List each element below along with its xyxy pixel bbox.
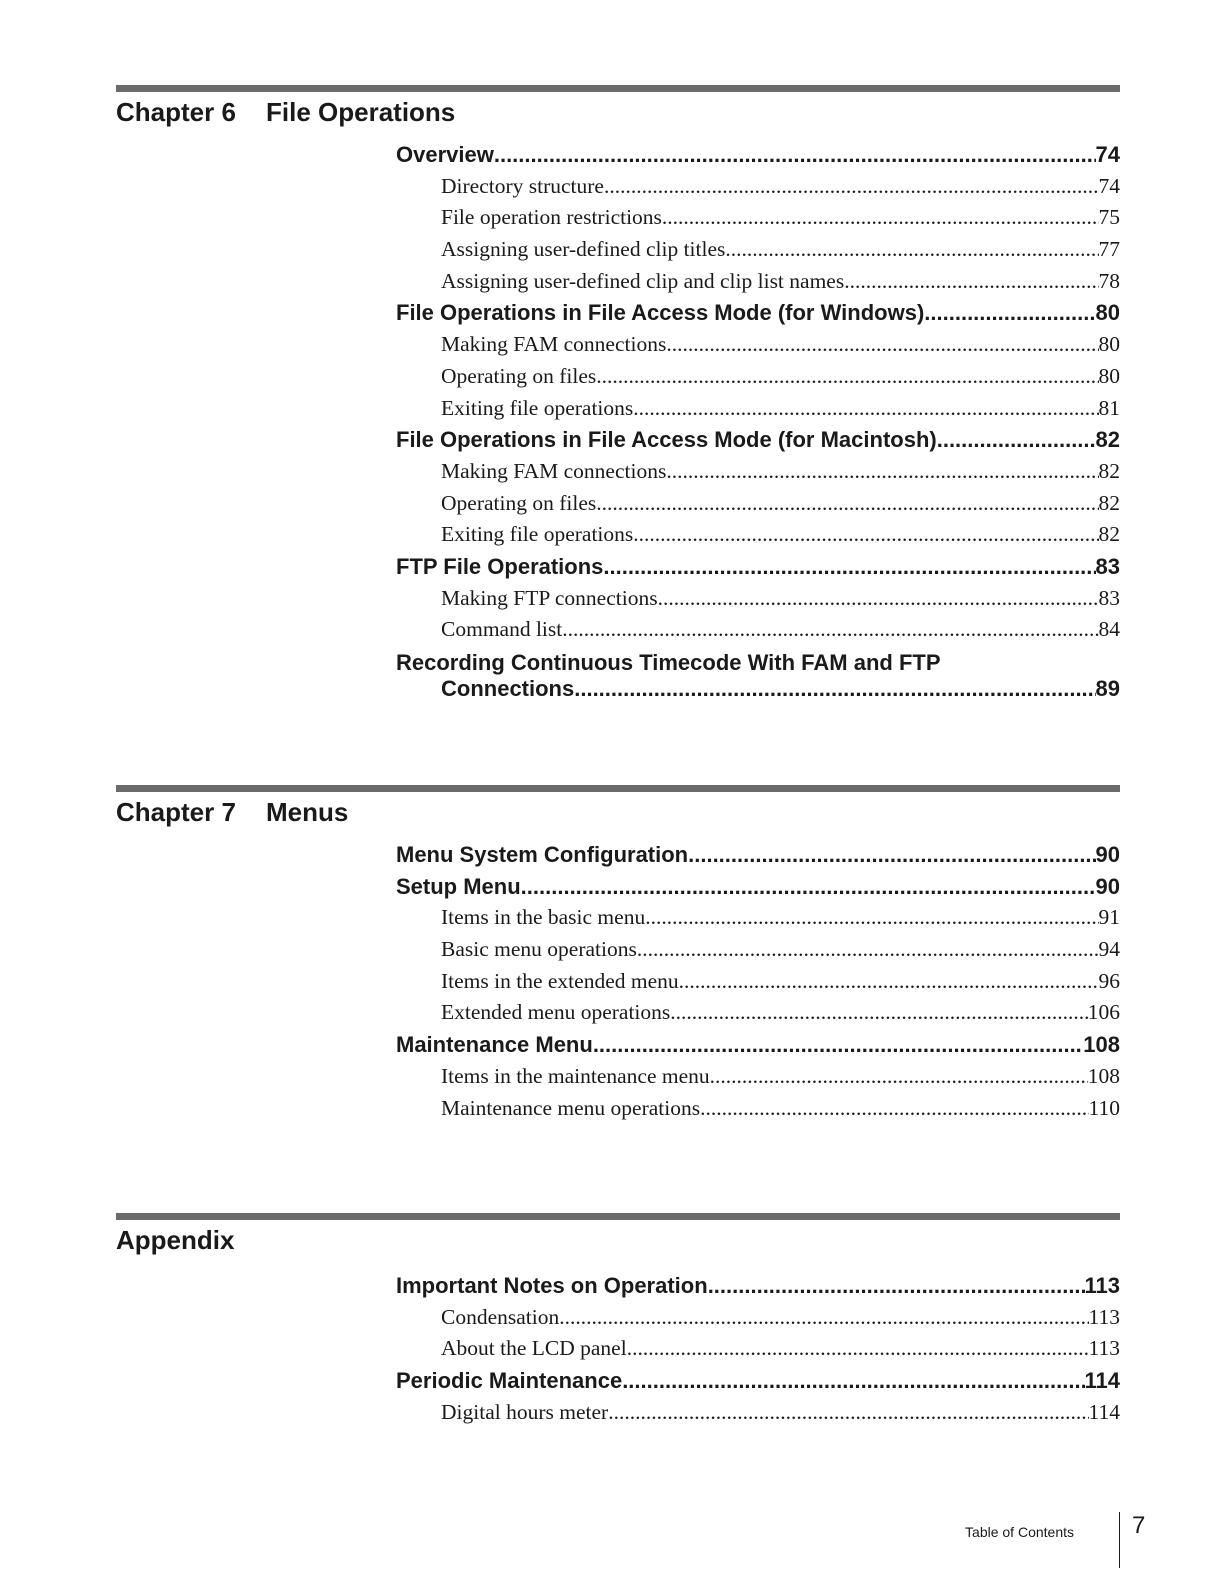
toc-entry-page: 82 <box>1098 458 1120 483</box>
toc-entry-page: 108 <box>1083 1032 1120 1058</box>
toc-subentry[interactable] <box>396 1400 1120 1432</box>
leader-dots <box>596 491 1098 516</box>
toc-entry-label: Basic menu operations <box>441 937 637 962</box>
toc-entry-page: 74 <box>1095 142 1120 167</box>
toc-entry-label: Items in the basic menu <box>441 905 646 930</box>
toc-entry-label: FTP File Operations <box>396 553 604 579</box>
toc-entry-page: 114 <box>1084 1368 1120 1394</box>
toc-subentry[interactable] <box>396 174 1120 206</box>
toc-entry-page: 106 <box>1087 1000 1120 1025</box>
toc-entry-page: 113 <box>1088 1304 1120 1329</box>
leader-dots <box>658 586 1099 611</box>
toc-entry-page: 82 <box>1098 490 1120 515</box>
toc-subentry[interactable] <box>396 586 1120 618</box>
appendix-toc <box>396 1273 1120 1431</box>
toc-entry-label: Maintenance Menu <box>396 1032 593 1058</box>
toc-entry-page: 80 <box>1098 332 1120 357</box>
leader-dots <box>679 969 1099 994</box>
toc-entry-multiline[interactable] <box>396 649 1120 706</box>
toc-entry-label: Making FAM connections <box>441 458 667 483</box>
toc-subentry[interactable] <box>396 396 1120 428</box>
toc-entry-label-line1: Recording Continuous Timecode With FAM and FTP <box>396 650 941 675</box>
toc-entry-label: Operating on files <box>441 363 597 388</box>
leader-dots <box>637 937 1099 962</box>
toc-entry-label: Making FTP connections <box>441 585 658 610</box>
toc-entry[interactable] <box>396 554 1120 586</box>
leader-dots <box>559 1305 1088 1330</box>
toc-entry-label: File operation restrictions <box>441 205 662 230</box>
toc-subentry[interactable] <box>396 459 1120 491</box>
toc-entry-page: 78 <box>1098 268 1120 293</box>
leader-dots <box>844 269 1098 294</box>
toc-entry-label: Maintenance menu operations <box>441 1095 701 1120</box>
leader-dots <box>494 142 1096 168</box>
toc-subentry[interactable] <box>396 269 1120 301</box>
toc-entry-label: Exiting file operations <box>441 395 634 420</box>
page-number: 7 <box>1132 1512 1146 1539</box>
leader-dots <box>662 205 1099 230</box>
toc-entry-label: Items in the maintenance menu <box>441 1063 710 1088</box>
toc-entry-page: 110 <box>1088 1095 1120 1120</box>
toc-subentry[interactable] <box>396 237 1120 269</box>
toc-entry-label: File Operations in File Access Mode (for Windows) <box>396 300 925 326</box>
toc-entry-page: 84 <box>1098 617 1120 642</box>
appendix-section <box>116 1213 1120 1256</box>
toc-subentry[interactable] <box>396 1064 1120 1096</box>
toc-subentry[interactable] <box>396 364 1120 396</box>
chapter-heading <box>116 1224 1120 1256</box>
toc-entry-page: 77 <box>1098 237 1120 262</box>
toc-entry-label: Assigning user-defined clip and clip list names <box>441 268 845 293</box>
leader-dots <box>700 1096 1088 1121</box>
toc-entry-page: 80 <box>1098 363 1120 388</box>
chapter-rule <box>116 1213 1120 1220</box>
toc-entry-page: 113 <box>1084 1273 1120 1298</box>
toc-entry-page: 96 <box>1098 968 1120 993</box>
chapter-7-section <box>116 785 1120 828</box>
toc-entry-label: Important Notes on Operation <box>396 1273 708 1298</box>
leader-dots <box>924 300 1095 326</box>
toc-entry-page: 80 <box>1095 300 1120 326</box>
footer-divider <box>1119 1512 1120 1568</box>
leader-dots <box>603 554 1095 580</box>
chapter-number: Chapter 7 <box>116 797 236 827</box>
toc-subentry[interactable] <box>396 1096 1120 1128</box>
toc-entry-page: 94 <box>1098 937 1120 962</box>
toc-subentry[interactable] <box>396 1000 1120 1032</box>
leader-dots <box>645 905 1098 930</box>
chapter-title: Menus <box>266 797 349 827</box>
leader-dots <box>666 459 1098 484</box>
leader-dots <box>604 174 1099 199</box>
chapter-heading <box>116 796 1120 828</box>
toc-entry-label: Operating on files <box>441 490 597 515</box>
toc-subentry[interactable] <box>396 937 1120 969</box>
toc-entry-label-line2: Connections <box>441 676 575 701</box>
chapter-7-toc <box>396 842 1120 1127</box>
toc-entry-page: 75 <box>1098 205 1120 230</box>
toc-entry-label: Assigning user-defined clip titles <box>441 237 726 262</box>
toc-entry-page: 90 <box>1095 873 1120 899</box>
toc-entry-page: 83 <box>1098 585 1120 610</box>
toc-subentry[interactable] <box>396 522 1120 554</box>
chapter-rule <box>116 785 1120 792</box>
toc-entry-page: 89 <box>1095 676 1120 701</box>
toc-entry-page: 108 <box>1087 1063 1120 1088</box>
toc-entry-label: Exiting file operations <box>441 522 634 547</box>
toc-entry-label: Menu System Configuration <box>396 842 689 867</box>
toc-entry[interactable] <box>396 142 1120 174</box>
leader-dots <box>593 1032 1083 1058</box>
leader-dots <box>666 332 1098 357</box>
toc-subentry[interactable] <box>396 491 1120 523</box>
page-footer <box>960 1512 1160 1568</box>
toc-entry-label: Overview <box>396 142 494 167</box>
toc-entry-label: About the LCD panel <box>441 1336 627 1361</box>
leader-dots <box>608 1400 1088 1425</box>
leader-dots <box>633 396 1098 421</box>
chapter-heading <box>116 96 1120 128</box>
chapter-number: Chapter 6 <box>116 97 236 127</box>
toc-entry-page: 113 <box>1088 1336 1120 1361</box>
leader-dots <box>710 1064 1088 1089</box>
chapter-6-toc <box>396 142 1120 706</box>
toc-entry[interactable] <box>396 427 1120 459</box>
leader-dots <box>725 237 1098 262</box>
toc-entry-label: Command list <box>441 617 563 642</box>
toc-entry-page: 83 <box>1095 553 1120 579</box>
toc-entry-page: 82 <box>1098 522 1120 547</box>
footer-section-label: Table of Contents <box>965 1524 1074 1540</box>
toc-entry-page: 82 <box>1095 427 1120 453</box>
toc-entry-page: 74 <box>1098 173 1120 198</box>
toc-subentry[interactable] <box>396 205 1120 237</box>
toc-entry[interactable] <box>396 1368 1120 1400</box>
toc-entry-label: Directory structure <box>441 173 604 198</box>
toc-subentry[interactable] <box>396 1305 1120 1337</box>
leader-dots <box>574 676 1095 702</box>
toc-entry[interactable] <box>396 1273 1120 1305</box>
chapter-title: File Operations <box>266 97 456 127</box>
chapter-6-section <box>116 85 1120 128</box>
toc-entry-label: Condensation <box>441 1304 560 1329</box>
toc-subentry[interactable] <box>396 332 1120 364</box>
toc-subentry[interactable] <box>396 617 1120 649</box>
toc-entry-page: 91 <box>1098 905 1120 930</box>
leader-dots <box>622 1368 1084 1394</box>
leader-dots <box>937 427 1096 453</box>
toc-subentry[interactable] <box>396 905 1120 937</box>
toc-entry[interactable] <box>396 300 1120 332</box>
toc-entry-line2 <box>396 676 1120 706</box>
toc-subentry[interactable] <box>396 1336 1120 1368</box>
leader-dots <box>521 874 1096 900</box>
leader-dots <box>670 1000 1087 1025</box>
toc-entry-label: File Operations in File Access Mode (for Macintosh) <box>396 427 937 453</box>
toc-entry-label: Making FAM connections <box>441 332 667 357</box>
toc-entry[interactable] <box>396 1032 1120 1064</box>
chapter-title: Appendix <box>116 1225 235 1255</box>
toc-entry-label: Digital hours meter <box>441 1399 609 1424</box>
toc-subentry[interactable] <box>396 969 1120 1001</box>
leader-dots <box>562 617 1098 642</box>
toc-entry-page: 114 <box>1088 1399 1120 1424</box>
toc-entry-label: Setup Menu <box>396 873 521 899</box>
leader-dots <box>633 522 1098 547</box>
toc-entry-page: 90 <box>1095 842 1120 867</box>
toc-entry[interactable] <box>396 842 1120 874</box>
leader-dots <box>708 1273 1085 1299</box>
chapter-rule <box>116 85 1120 92</box>
toc-entry-label: Extended menu operations <box>441 1000 671 1025</box>
toc-entry-label: Items in the extended menu <box>441 968 679 993</box>
toc-entry-page: 81 <box>1098 395 1120 420</box>
leader-dots <box>627 1336 1089 1361</box>
toc-entry-label: Periodic Maintenance <box>396 1368 623 1394</box>
toc-entry[interactable] <box>396 874 1120 906</box>
leader-dots <box>688 842 1095 868</box>
leader-dots <box>596 364 1098 389</box>
